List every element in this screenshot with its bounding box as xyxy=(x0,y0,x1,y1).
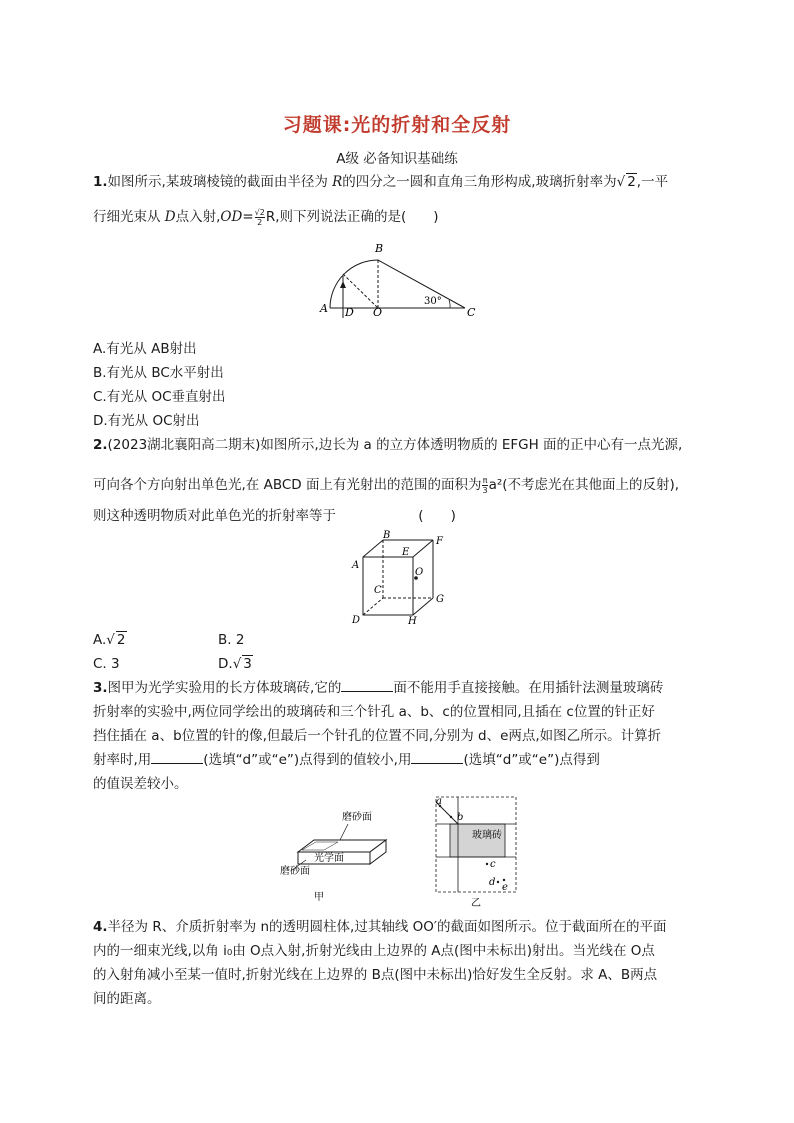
q3-line4 xyxy=(93,750,600,770)
q3-blank-3[interactable] xyxy=(411,751,463,764)
q2-label-G: G xyxy=(436,594,444,605)
q2-number: 2. xyxy=(93,437,108,453)
q2-label-C: C xyxy=(374,585,382,596)
q2-line3 xyxy=(93,506,456,526)
q2-label-H: H xyxy=(408,616,417,625)
q2-label-E: E xyxy=(402,547,410,558)
page-title: 习题课:光的折射和全反射 xyxy=(282,114,512,136)
q2-fraction xyxy=(482,476,487,495)
q4-text-1: 半径为 R、介质折射率为 n的透明圆柱体,过其轴线 OO′的截面如图所示。位于截面所在的平面 xyxy=(107,919,667,935)
q1-bc-line xyxy=(378,260,465,308)
q2-option-b: B. 2 xyxy=(218,632,245,648)
q3-text-4a: 射率时,用 xyxy=(93,752,152,768)
q3-figure-yi xyxy=(430,792,530,910)
q1-text-1c: ,一平 xyxy=(636,174,669,190)
q2-label-F: F xyxy=(436,536,443,547)
q1-text-2a: 行细光束从 xyxy=(93,209,161,225)
q3-leader-top xyxy=(340,824,348,840)
q4-line3: 的入射角减小至某一值时,折射光线在上边界的 B点(图中未标出)恰好发生全反射。求 A、B两点 xyxy=(93,967,658,983)
q1-symbol-D: D xyxy=(164,209,176,225)
q2-edge-bottom-right xyxy=(413,598,433,615)
q1-ray-arrow-icon xyxy=(340,281,346,288)
q2-cube-figure xyxy=(338,530,458,625)
q2-edge-top-left xyxy=(363,540,383,557)
q3-caption-jia: 甲 xyxy=(314,892,324,903)
q3-line2: 折射率的实验中,两位同学绘出的玻璃砖和三个针孔 a、b、c的位置相同,且插在 c位置的针正好 xyxy=(93,704,655,720)
q3-blank-2[interactable] xyxy=(151,751,203,764)
q4-line2: 内的一细束光线,以角 i₀由 O点入射,折射光线由上边界的 A点(图中未标出)射出。当光线在 O点 xyxy=(93,943,655,959)
q2-label-O: O xyxy=(415,567,424,578)
q2-line2 xyxy=(93,475,679,495)
q3-label-d: d xyxy=(489,877,496,888)
q2-line1 xyxy=(93,435,682,455)
q3-text-1b: 面不能用手直接接触。在用插针法测量玻璃砖 xyxy=(393,680,664,696)
q2-option-d: D.√ 3 xyxy=(218,656,252,672)
q1-label-O: O xyxy=(373,306,383,318)
q1-figure xyxy=(310,238,480,318)
q1-line2 xyxy=(93,207,439,227)
q2-edge-top-right xyxy=(413,540,433,557)
q3-caption-yi: 乙 xyxy=(471,898,481,909)
q2-text-2b: a²(不考虑光在其他面上的反射), xyxy=(488,477,680,493)
q3-line1 xyxy=(93,678,663,698)
q2-text-2a: 可向各个方向射出单色光,在 ABCD 面上有光射出的范围的面积为 xyxy=(93,477,482,493)
q4-number: 4. xyxy=(93,919,108,935)
q1-label-A: A xyxy=(320,302,328,315)
q2-option-d-label: D. xyxy=(218,656,233,672)
q3-label-b: b xyxy=(457,812,464,823)
q1-radius-dashed xyxy=(343,274,378,308)
q1-sqrt-value: 2 xyxy=(627,174,636,190)
q3-text-4c: (选填“d”或“e”)点得到 xyxy=(463,752,600,768)
q4-line4: 间的距离。 xyxy=(93,991,161,1007)
q4-line1 xyxy=(93,917,666,937)
q2-label-D: D xyxy=(352,615,361,625)
q1-option-d: D.有光从 OC射出 xyxy=(93,413,200,429)
q2-option-a: A.√ 2 xyxy=(93,632,126,648)
q1-number: 1. xyxy=(93,174,108,190)
q3-pin-d xyxy=(497,881,499,883)
q1-symbol-OD: OD= xyxy=(220,209,254,225)
q1-arc xyxy=(330,260,378,308)
q1-frac-num: √2 xyxy=(254,207,265,217)
q2-frac-den: 3 xyxy=(482,485,488,495)
q1-text-1: 如图所示,某玻璃棱镜的截面由半径为 xyxy=(107,174,328,190)
q2-hidden-edge-1 xyxy=(363,598,383,615)
q1-frac-den: 2 xyxy=(257,217,263,227)
q3-pin-b xyxy=(450,816,452,818)
q3-label-glass: 玻璃砖 xyxy=(472,830,502,841)
q3-text-4b: (选填“d”或“e”)点得到的值较小,用 xyxy=(203,752,412,768)
q1-symbol-R: R xyxy=(332,174,343,190)
q3-pin-e xyxy=(503,879,505,881)
q1-angle-arc xyxy=(449,300,450,308)
q3-label-a: a xyxy=(436,796,442,807)
q3-label-c: c xyxy=(490,859,496,870)
q3-label-top-matte: 磨砂面 xyxy=(342,812,372,823)
q1-label-B: B xyxy=(375,242,384,255)
q1-option-b: B.有光从 BC水平射出 xyxy=(93,365,224,381)
q3-line3: 挡住插在 a、b位置的针的像,但最后一个针孔的位置不同,分别为 d、e两点,如图乙所示。计算折 xyxy=(93,728,662,744)
q2-front-face xyxy=(363,557,413,615)
q1-option-a: A.有光从 AB射出 xyxy=(93,341,197,357)
q3-figure-jia xyxy=(278,802,408,907)
q3-blank-1[interactable] xyxy=(341,679,393,692)
q3-pin-c xyxy=(486,863,488,865)
q3-label-bottom-matte: 磨砂面 xyxy=(280,866,310,877)
q2-option-c: C. 3 xyxy=(93,656,120,672)
q1-label-D: D xyxy=(345,306,354,318)
q1-angle-label: 30° xyxy=(424,296,442,307)
q3-line5: 的值误差较小。 xyxy=(93,776,188,792)
q3-label-e: e xyxy=(502,882,508,893)
q2-option-a-label: A. xyxy=(93,632,107,648)
q2-frac-num: π xyxy=(482,475,488,485)
q2-text-1: (2023湖北襄阳高二期末)如图所示,边长为 a 的立方体透明物质的 EFGH 面的正中心有一点光源, xyxy=(107,437,683,453)
q2-answer-paren: ( ) xyxy=(418,508,456,524)
q1-text-2c: R,则下列说法正确的是( ) xyxy=(265,209,439,225)
q1-text-1b: 的四分之一圆和直角三角形构成,玻璃折射率为 xyxy=(342,174,617,190)
q1-fraction xyxy=(255,208,265,227)
q2-option-d-sqrt: 3 xyxy=(243,656,252,672)
q2-label-B: B xyxy=(383,530,391,541)
q2-option-a-sqrt: 2 xyxy=(116,632,126,648)
q1-label-C: C xyxy=(467,306,476,318)
q3-text-1a: 图甲为光学实验用的长方体玻璃砖,它的 xyxy=(107,680,342,696)
q2-label-A: A xyxy=(352,560,360,571)
q1-text-2b: 点入射, xyxy=(175,209,221,225)
q3-label-optical: 光学面 xyxy=(314,853,344,864)
q1-option-c: C.有光从 OC垂直射出 xyxy=(93,389,226,405)
q1-line1: 1.如图所示,某玻璃棱镜的截面由半径为 R的四分之一圆和直角三角形构成,玻璃折射率为√ 2,一平 xyxy=(93,174,669,190)
q3-number: 3. xyxy=(93,680,108,696)
q2-text-3: 则这种透明物质对此单色光的折射率等于 xyxy=(93,508,336,524)
section-subtitle: A级 必备知识基础练 xyxy=(336,151,458,167)
